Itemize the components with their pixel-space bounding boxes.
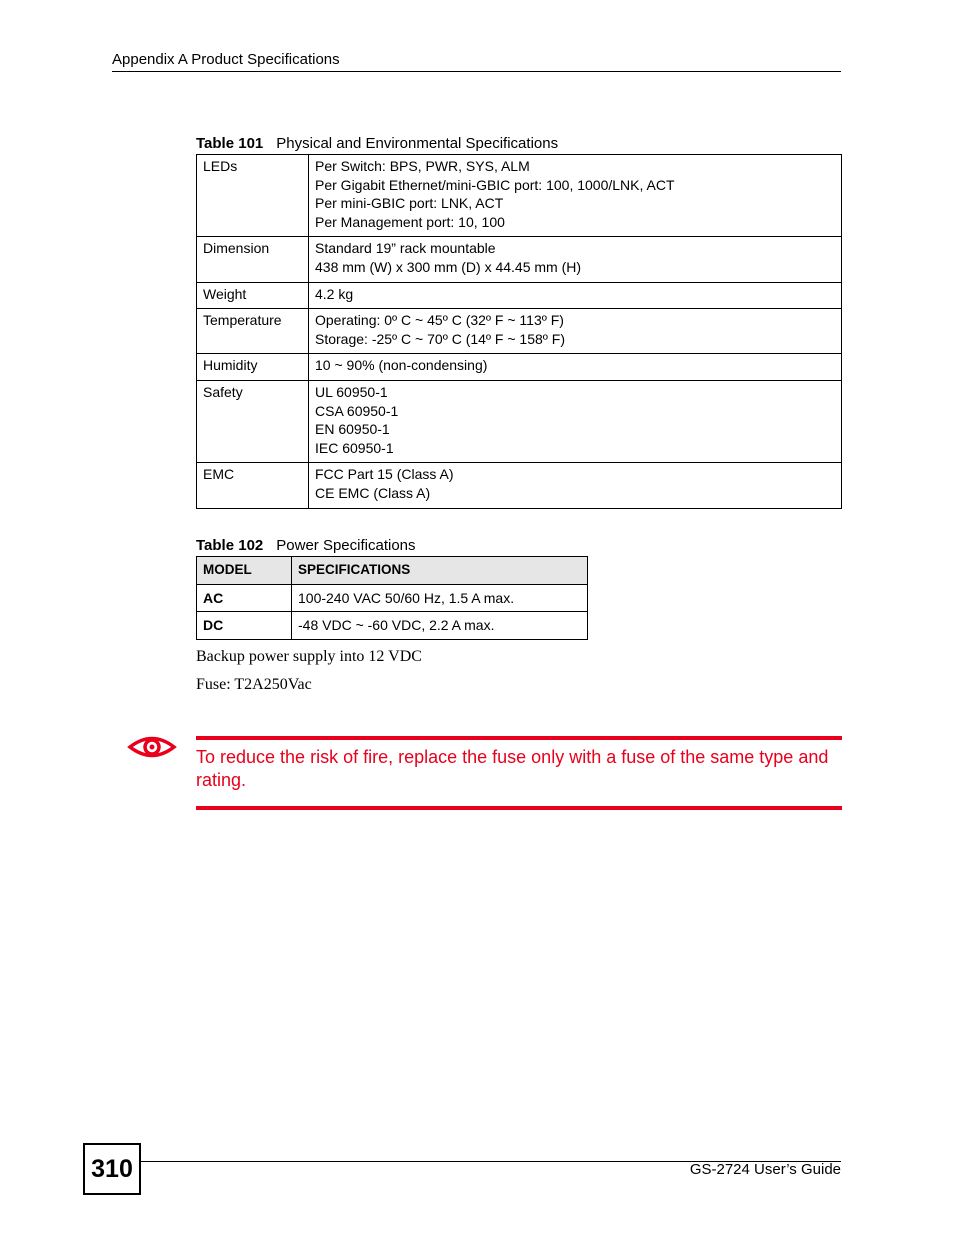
table-row bbox=[197, 282, 842, 309]
row-value bbox=[309, 354, 842, 381]
physical-environmental-spec-table bbox=[196, 154, 842, 509]
table-row bbox=[197, 463, 842, 508]
backup-power-text: Backup power supply into 12 VDC bbox=[196, 648, 422, 665]
value-line: 4.2 kg bbox=[315, 285, 354, 302]
guide-title: GS-2724 User’s Guide bbox=[689, 1161, 841, 1178]
row-value bbox=[309, 282, 842, 309]
value-line: Per Gigabit Ethernet/mini-GBIC port: 100, 1000/LNK, ACT bbox=[315, 176, 675, 193]
value-line: Operating: 0º C ~ 45º C (32º F ~ 113º F) bbox=[315, 312, 564, 329]
header-rule bbox=[112, 71, 841, 72]
row-label: Safety bbox=[197, 380, 309, 462]
fuse-text: Fuse: T2A250Vac bbox=[196, 676, 312, 693]
power-spec-table bbox=[196, 556, 588, 640]
value-line: FCC Part 15 (Class A) bbox=[315, 466, 454, 483]
row-label: Weight bbox=[197, 282, 309, 309]
row-label: Dimension bbox=[197, 237, 309, 282]
row-label: Humidity bbox=[197, 354, 309, 381]
value-line: Per mini-GBIC port: LNK, ACT bbox=[315, 195, 504, 212]
table-row bbox=[197, 612, 588, 640]
table-row bbox=[197, 380, 842, 462]
value-line: Per Management port: 10, 100 bbox=[315, 213, 505, 230]
table-row bbox=[197, 584, 588, 612]
value-line: 10 ~ 90% (non-condensing) bbox=[315, 357, 488, 374]
table-101-title: Physical and Environmental Specifications bbox=[276, 135, 559, 152]
value-line: Storage: -25º C ~ 70º C (14º F ~ 158º F) bbox=[315, 330, 566, 347]
table-102-title: Power Specifications bbox=[276, 537, 416, 554]
table-101-number: Table 101 bbox=[196, 135, 264, 152]
table-102-number: Table 102 bbox=[196, 537, 264, 554]
row-value bbox=[309, 309, 842, 354]
row-label: EMC bbox=[197, 463, 309, 508]
table-102-caption bbox=[196, 537, 416, 554]
value-line: CE EMC (Class A) bbox=[315, 484, 431, 501]
value-line: IEC 60950-1 bbox=[315, 439, 394, 456]
value-line: Standard 19” rack mountable bbox=[315, 240, 496, 257]
table-row bbox=[197, 237, 842, 282]
row-value bbox=[309, 463, 842, 508]
column-header-specifications: SPECIFICATIONS bbox=[292, 557, 588, 585]
spec-cell: -48 VDC ~ -60 VDC, 2.2 A max. bbox=[292, 612, 588, 640]
table-header-row bbox=[197, 557, 588, 585]
table-101-caption bbox=[196, 135, 558, 152]
row-value bbox=[309, 155, 842, 237]
spec-cell: 100-240 VAC 50/60 Hz, 1.5 A max. bbox=[292, 584, 588, 612]
running-header: Appendix A Product Specifications bbox=[112, 51, 340, 68]
value-line: UL 60950-1 bbox=[315, 383, 388, 400]
page-number: 310 bbox=[83, 1143, 141, 1195]
warning-top-bar bbox=[196, 736, 842, 740]
eye-warning-icon bbox=[127, 732, 177, 762]
row-value bbox=[309, 237, 842, 282]
value-line: EN 60950-1 bbox=[315, 421, 390, 438]
model-cell: AC bbox=[197, 584, 292, 612]
value-line: Per Switch: BPS, PWR, SYS, ALM bbox=[315, 158, 530, 174]
table-row bbox=[197, 309, 842, 354]
warning-bottom-bar bbox=[196, 806, 842, 810]
table-row bbox=[197, 155, 842, 237]
value-line: 438 mm (W) x 300 mm (D) x 44.45 mm (H) bbox=[315, 258, 582, 275]
column-header-model: MODEL bbox=[197, 557, 292, 585]
row-label: LEDs bbox=[197, 155, 309, 237]
model-cell: DC bbox=[197, 612, 292, 640]
row-label: Temperature bbox=[197, 309, 309, 354]
row-value bbox=[309, 380, 842, 462]
table-row bbox=[197, 354, 842, 381]
value-line: CSA 60950-1 bbox=[315, 402, 399, 419]
warning-text: To reduce the risk of fire, replace the fuse only with a fuse of the same type and rating. bbox=[196, 747, 829, 790]
